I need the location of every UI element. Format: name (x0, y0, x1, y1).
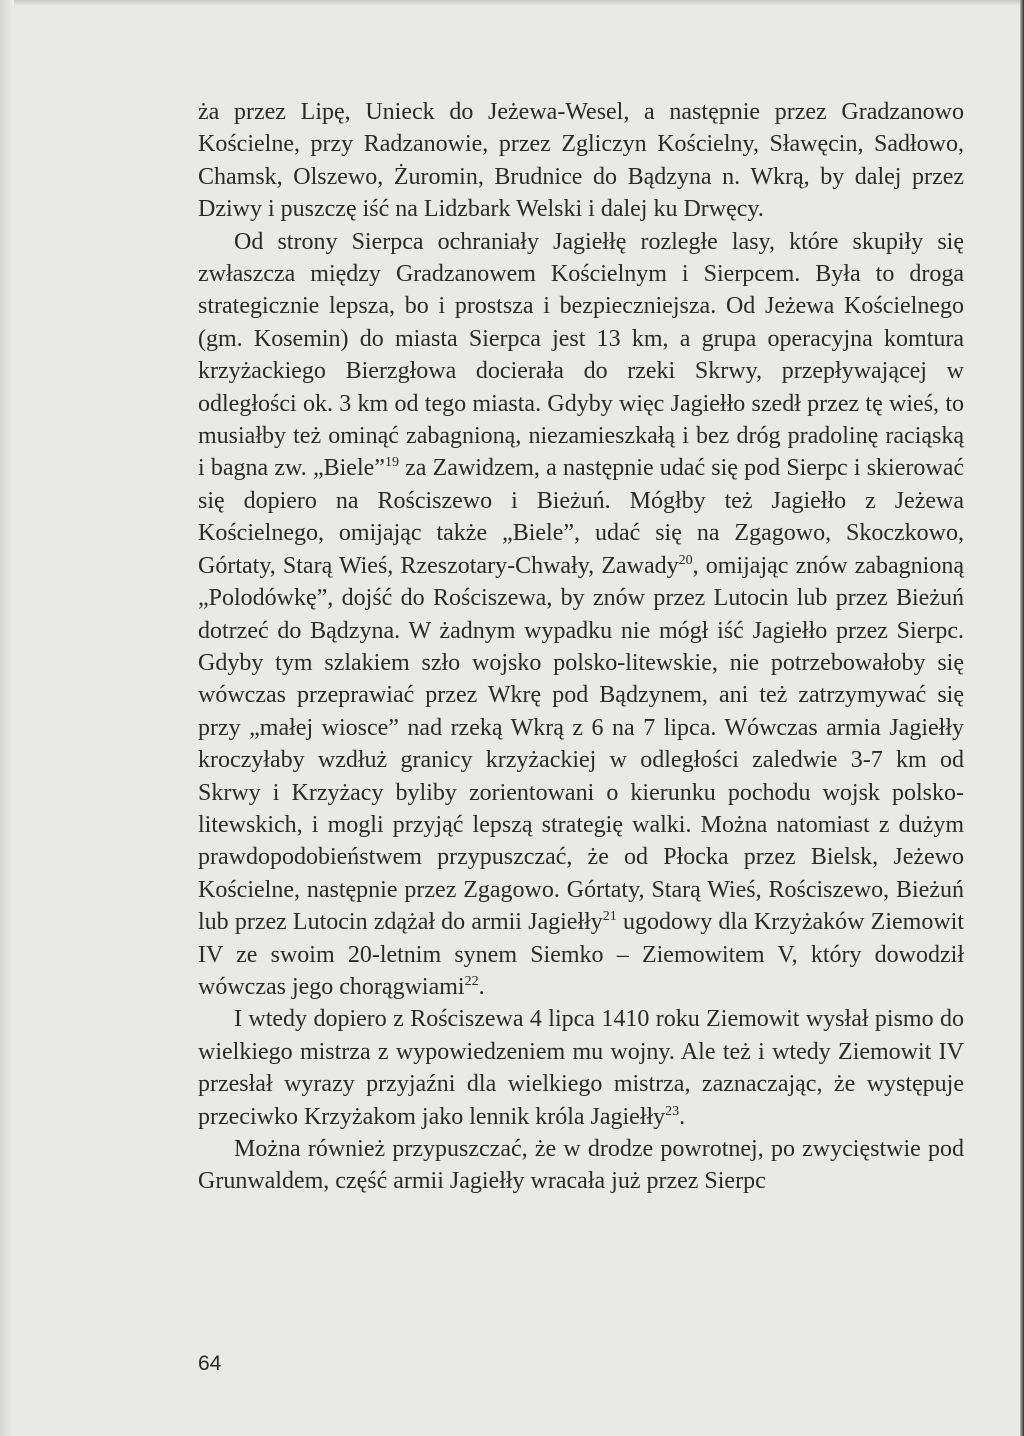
paragraph-text: ugodowy dla Krzyżaków Ziemowit IV ze swoim 20-letnim synem Siemko – Ziemowitem V, który dowodził wówczas jego chorągwiami (198, 909, 964, 1000)
paragraph-text: ża przez Lipę, Unieck do Jeżewa-Wesel, a następnie przez Gradzanowo Kościelne, przy Radzanowie, przez Zgliczyn Kościelny, Sławęcin, Sadłowo, Chamsk, Olszewo, Żuromin, Brudnice do Bądzyna n. Wkrą, by dalej przez Dziwy i puszczę iść na Lidzbark Welski i dalej ku Drwęcy. (198, 99, 964, 223)
paragraph-text: za Zawidzem, a następnie udać się pod Sierpc i skierować się dopiero na Rościszewo i Bieżuń. Mógłby też Jagiełło z Jeżewa Kościelnego, omijając także „Biele”, udać się na Zgagowo, Skoczkowo, Górtaty, Starą Wieś, Rzeszotary-Chwały, Zawady (198, 455, 964, 579)
scan-edge-left (0, 0, 14, 1436)
paragraph-3 (198, 1003, 964, 1133)
paragraph-text: , omijając znów zabagnioną „Polodówkę”, dojść do Rościszewa, by znów przez Lutocin lub przez Bieżuń dotrzeć do Bądzyna. W żadnym wypadku nie mógł iść Jagiełło przez Sierpc. Gdyby tym szlakiem szło wojsko polsko-litewskie, nie potrzebowałoby się wówczas przeprawiać przez Wkrę pod Bądzynem, ani też zatrzymywać się przy „małej wiosce” nad rzeką Wkrą z 6 na 7 lipca. Wówczas armia Jagiełły kroczyłaby wzdłuż granicy krzyżackiej w odległości zaledwie 3-7 km od Skrwy i Krzyżacy byliby zorientowani o kierunku pochodu wojsk polsko-litewskich, i mogli przyjąć lepszą strategię walki. Można natomiast z dużym prawdopodobieństwem przypuszczać, że od Płocka przez Bielsk, Jeżewo Kościelne, następnie przez Zgagowo. Górtaty, Starą Wieś, Rościszewo, Bieżuń lub przez Lutocin zdążał do armii Jagiełły (198, 552, 965, 936)
footnote-ref-21: 21 (602, 909, 617, 925)
paragraph-4 (198, 1133, 964, 1198)
footnote-ref-19: 19 (384, 455, 399, 471)
scan-edge-right (1020, 0, 1024, 1436)
paragraph-text: Można również przypuszczać, że w drodze powrotnej, po zwycięstwie pod Grunwaldem, część armii Jagiełły wracała już przez Sierpc (198, 1136, 964, 1195)
paragraph-text: . (478, 973, 485, 1000)
paragraph-text: I wtedy dopiero z Rościszewa 4 lipca 1410 roku Ziemowit wysłał pismo do wielkiego mistrza z wypowiedzeniem mu wojny. Ale też i wtedy Ziemowit IV przesłał wyrazy przyjaźni dla wielkiego mistrza, zaznaczając, że występuje przeciwko Krzyżakom jako lennik króla Jagiełły (198, 1006, 964, 1130)
paragraph-2 (198, 226, 964, 1004)
footnote-ref-22: 22 (464, 973, 479, 989)
paragraph-text: Od strony Sierpca ochraniały Jagiełłę rozległe lasy, które skupiły się zwłaszcza między Gradzanowem Kościelnym i Sierpcem. Była to droga strategicznie lepsza, bo i prostsza i bezpieczniejsza. Od Jeżewa Kościelnego (gm. Kosemin) do miasta Sierpca jest 13 km, a grupa operacyjna komtura krzyżackiego Bierzgłowa docierała do rzeki Skrwy, przepływającej w odległości ok. 3 km od tego miasta. Gdyby więc Jagiełło szedł przez tę wieś, to musiałby też ominąć zabagnioną, niezamieszkałą i bez dróg pradolinę raciąską i bagna zw. „Biele” (198, 228, 964, 482)
footnote-ref-23: 23 (665, 1103, 680, 1119)
page-number: 64 (198, 1352, 222, 1375)
paragraph-text: . (679, 1103, 686, 1130)
scan-edge-top (0, 0, 1024, 6)
paragraph-1 (198, 96, 964, 226)
page-body (198, 96, 964, 1198)
footnote-ref-20: 20 (678, 552, 693, 568)
